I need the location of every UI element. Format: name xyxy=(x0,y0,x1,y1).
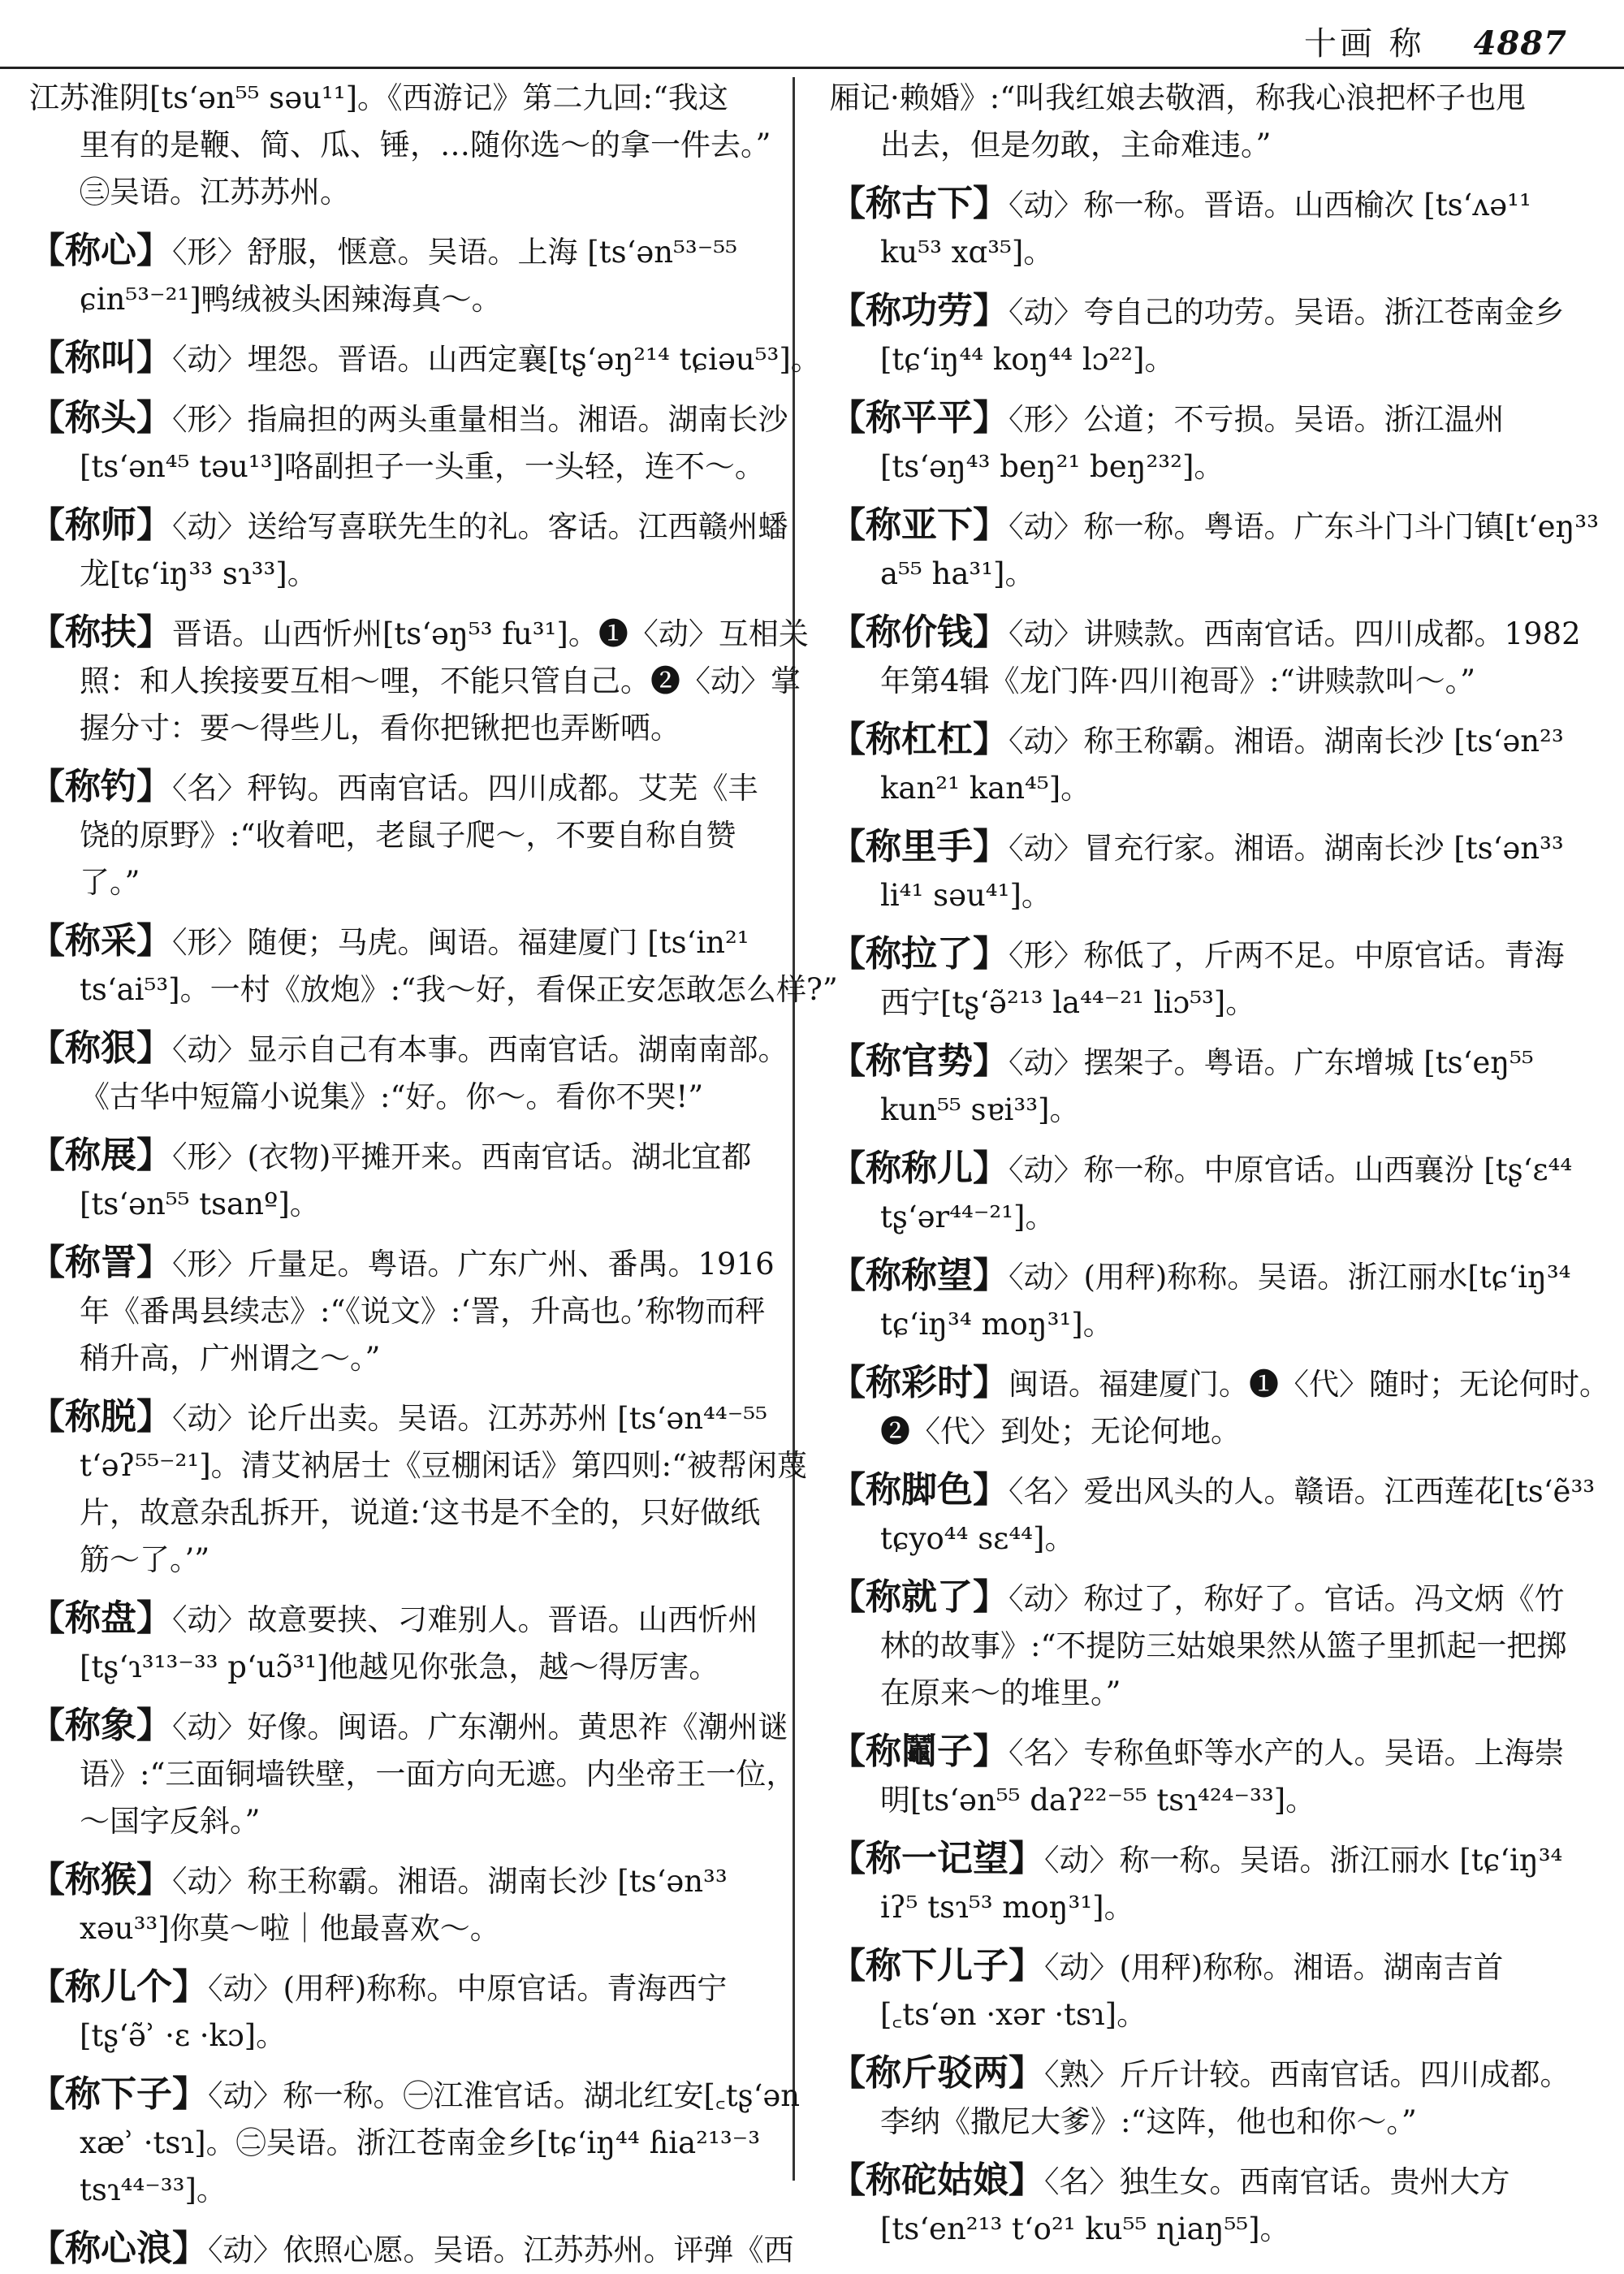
entry-line xyxy=(830,1943,1589,1991)
entry-text: ㊂吴语。江苏苏州。 xyxy=(80,175,350,210)
entry-line xyxy=(830,1408,1589,1455)
dictionary-entry xyxy=(830,395,1589,491)
entry-headword: 【称猴】 xyxy=(29,1859,172,1900)
entry-headword: 【称钓】 xyxy=(29,766,172,807)
dictionary-entry xyxy=(830,824,1589,919)
entry-text: 了。” xyxy=(80,865,140,900)
entry-text: 〈动〉称一称。粤语。广东斗门斗门镇[tʻeŋ³³ xyxy=(1009,509,1599,544)
dictionary-entry xyxy=(29,2225,794,2274)
entry-headword: 【称称儿】 xyxy=(830,1148,1009,1189)
dictionary-entry xyxy=(830,1728,1589,1824)
entry-text: 〈动〉冒充行家。湘语。湖南长沙 [tsʻən³³ xyxy=(1009,831,1564,866)
dictionary-entry xyxy=(830,2050,1589,2146)
entry-headword: 【称称望】 xyxy=(830,1255,1009,1296)
entry-headword: 【称下儿子】 xyxy=(830,1945,1044,1987)
entry-text: 里有的是鞭、简、瓜、锤，…随你选～的拿一件去。” xyxy=(80,128,771,162)
entry-line xyxy=(830,229,1589,276)
dictionary-entry xyxy=(830,1252,1589,1348)
page-header xyxy=(1304,18,1567,64)
entry-line xyxy=(29,276,760,323)
entry-text: 握分寸：要～得些儿，看你把锹把也弄断哂。 xyxy=(80,711,680,746)
dictionary-entry xyxy=(830,609,1589,705)
entry-line xyxy=(29,1798,760,1845)
entry-text: 〈动〉摆架子。粤语。广东增城 [tsʻeŋ⁵⁵ xyxy=(1009,1045,1534,1080)
entry-line xyxy=(830,502,1599,551)
entry-line xyxy=(29,1644,760,1691)
entry-text: 〈动〉称王称霸。湘语。湖南长沙 [tsʻən³³ xyxy=(172,1864,728,1899)
entry-text: 〈动〉显示自己有本事。西南官话。湖南南部。 xyxy=(172,1032,788,1067)
entry-text: [tsʻəŋ⁴³ beŋ²¹ beŋ²³²]。 xyxy=(880,449,1224,484)
entry-line xyxy=(29,1025,788,1074)
entry-text: 饶的原野》:“收着吧，老鼠子爬～，不要自称自赞 xyxy=(80,818,736,853)
entry-text: li⁴¹ səu⁴¹]。 xyxy=(880,878,1052,913)
entry-text: 〈名〉专称鱼虾等水产的人。吴语。上海崇 xyxy=(1009,1736,1565,1770)
entry-line xyxy=(29,2012,760,2060)
entry-line xyxy=(830,931,1589,979)
entry-text: 〈动〉称王称霸。湘语。湖南长沙 [tsʻən²³ xyxy=(1009,724,1564,759)
entry-line xyxy=(830,2157,1589,2206)
entry-line xyxy=(830,1145,1589,1194)
entry-text: 林的故事》:“不提防三姑娘果然从篮子里抓起一把掷 xyxy=(880,1628,1567,1663)
entry-text: iʔ⁵ tsɿ⁵³ moŋ³¹]。 xyxy=(880,1890,1134,1925)
entry-line xyxy=(29,705,760,752)
entry-headword: 【称下子】 xyxy=(29,2073,208,2115)
entry-line xyxy=(29,335,821,383)
entry-headword: 【称象】 xyxy=(29,1705,172,1746)
entry-line xyxy=(830,979,1589,1027)
entry-text: 晋语。山西忻州[tsʻəŋ⁵³ fu³¹]。❶〈动〉互相关 xyxy=(172,616,809,651)
entry-text: 《古华中短篇小说集》:“好。你～。看你不哭!” xyxy=(80,1079,704,1114)
dictionary-entry xyxy=(830,75,1589,169)
entry-line xyxy=(830,872,1589,919)
entry-line xyxy=(29,2167,760,2214)
entry-text: 李纳《撒尼大爹》:“这阵，他也和你～。” xyxy=(880,2104,1417,2139)
entry-text: [tsʻən⁴⁵ təu¹³]咯副担子一头重，一头轻，连不～。 xyxy=(80,449,765,484)
entry-line xyxy=(830,1301,1589,1348)
dictionary-entry xyxy=(830,716,1589,812)
entry-line xyxy=(830,1574,1589,1623)
entry-text: 〈形〉(衣物)平摊开来。西南官话。湖北宜都 xyxy=(172,1139,752,1174)
entry-headword: 【称叫】 xyxy=(29,337,172,378)
entry-line xyxy=(29,1181,760,1228)
dictionary-entry xyxy=(29,609,809,752)
entry-text: 〈动〉送给写喜联先生的礼。客话。江西赣州蟠 xyxy=(172,509,788,544)
entry-line xyxy=(29,2120,760,2167)
entry-headword: 【称里手】 xyxy=(830,826,1009,867)
entry-text: 〈动〉夸自己的功劳。吴语。浙江苍南金乡 xyxy=(1009,295,1565,330)
entry-line xyxy=(29,1595,760,1644)
entry-headword: 【称古下】 xyxy=(830,183,1009,224)
entry-line xyxy=(29,1335,760,1382)
entry-headword: 【称砣姑娘】 xyxy=(830,2159,1044,2201)
entry-text: 〈动〉称一称。中原官话。山西襄汾 [tʂʻɛ⁴⁴ xyxy=(1009,1152,1573,1187)
dictionary-entry xyxy=(29,1132,760,1228)
entry-text: 〈动〉埋怨。晋语。山西定襄[tʂʻəŋ²¹⁴ tɕiəu⁵³]。 xyxy=(172,342,821,377)
entry-text: 〈名〉秤钩。西南官话。四川成都。艾芜《丰 xyxy=(172,771,758,806)
entry-headword: 【称师】 xyxy=(29,504,172,546)
entry-line xyxy=(830,609,1589,658)
entry-line xyxy=(29,1537,760,1584)
entry-text: 〈动〉称一称。㊀江淮官话。湖北红安[꜀tʂʻən xyxy=(208,2078,801,2113)
dictionary-entry xyxy=(830,287,1589,383)
entry-text: ku⁵³ xɑ³⁵]。 xyxy=(880,235,1054,270)
entry-text: 〈动〉故意要挟、刁难别人。晋语。山西忻州 xyxy=(172,1602,758,1637)
entry-line xyxy=(830,1728,1589,1777)
entry-text: 语》:“三面铜墙铁壁，一面方向无遮。内坐帝王一位， xyxy=(80,1757,797,1792)
entry-text: 〈形〉称低了，斤两不足。中原官话。青海 xyxy=(1009,938,1565,973)
entry-text: 〈动〉好像。闽语。广东潮州。黄思祚《潮州谜 xyxy=(172,1710,788,1744)
entry-line xyxy=(830,336,1589,383)
dictionary-entry xyxy=(29,75,771,216)
entry-text: 出去，但是勿敢，主命难违。” xyxy=(880,128,1272,162)
dictionary-entry xyxy=(830,1360,1609,1455)
entry-text: 〈形〉斤量足。粤语。广东广州、番禺。1916 xyxy=(172,1247,775,1282)
dictionary-entry xyxy=(29,1702,797,1845)
dictionary-entry xyxy=(29,1025,788,1121)
header-rule xyxy=(0,67,1624,69)
entry-line xyxy=(830,716,1589,765)
entry-line xyxy=(29,1905,760,1952)
entry-text: 片，故意杂乱拆开，说道:‘这书是不全的，只好做纸 xyxy=(80,1495,761,1530)
entry-headword: 【称一记望】 xyxy=(830,1838,1044,1879)
entry-line xyxy=(29,443,765,491)
entry-headword: 【称采】 xyxy=(29,920,172,962)
entry-line xyxy=(830,1467,1596,1515)
entry-line xyxy=(29,1132,760,1181)
entry-line xyxy=(29,227,760,276)
entry-headword: 【称价钱】 xyxy=(830,612,1009,653)
entry-text: [tʂʻə̃ʾ ·ɛ ·kɔ]。 xyxy=(80,2018,287,2053)
entry-line xyxy=(29,2225,794,2274)
entry-text: 筋～了。’” xyxy=(80,1542,210,1577)
entry-headword: 【称平平】 xyxy=(830,397,1009,439)
entry-headword: 【称就了】 xyxy=(830,1576,1009,1618)
entry-headword: 【称彩时】 xyxy=(830,1362,1009,1403)
entry-text: 〈动〉称一称。晋语。山西榆次 [tsʻʌə¹¹ xyxy=(1009,188,1531,223)
entry-line xyxy=(830,1360,1609,1408)
entry-line xyxy=(830,1252,1589,1301)
left-column xyxy=(29,75,838,2274)
entry-text: tʻəʔ⁵⁵⁻²¹]。清艾衲居士《豆棚闲话》第四则:“被帮闲蔑 xyxy=(80,1448,808,1483)
entry-text: 〈动〉依照心愿。吴语。江苏苏州。评弹《西 xyxy=(208,2233,794,2268)
dictionary-entry xyxy=(830,1943,1589,2038)
entry-line xyxy=(29,658,801,705)
entry-line xyxy=(29,169,760,216)
entry-text: 年《番禺县续志》:“《说文》:‘詈，升高也。’称物而秤 xyxy=(80,1294,766,1329)
entry-text: a⁵⁵ ha³¹]。 xyxy=(880,556,1035,591)
entry-line xyxy=(29,1239,775,1288)
entry-line xyxy=(830,443,1589,491)
entry-headword: 【称狠】 xyxy=(29,1027,172,1069)
entry-text: 〈动〉论斤出卖。吴语。江苏苏州 [tsʻən⁴⁴⁻⁵⁵ xyxy=(172,1401,767,1436)
entry-line xyxy=(830,287,1589,336)
entry-line xyxy=(830,2099,1589,2146)
dictionary-entry xyxy=(830,1467,1596,1563)
dictionary-entry xyxy=(29,502,788,598)
entry-text: [tsʻen²¹³ tʻo²¹ ku⁵⁵ ɳiaŋ⁵⁵]。 xyxy=(880,2211,1290,2246)
entry-text: 明[tsʻən⁵⁵ daʔ²²⁻⁵⁵ tsɿ⁴²⁴⁻³³]。 xyxy=(880,1783,1316,1818)
dictionary-entry xyxy=(29,1595,760,1691)
entry-line xyxy=(29,859,760,906)
entry-text: tɕyo⁴⁴ sɛ⁴⁴]。 xyxy=(880,1521,1075,1556)
dictionary-entry xyxy=(830,1835,1589,1931)
entry-line xyxy=(29,812,760,859)
entry-text: 〈名〉独生女。西南官话。贵州大方 xyxy=(1044,2164,1510,2199)
dictionary-entry xyxy=(29,1964,760,2060)
entry-line xyxy=(29,1394,767,1442)
entry-text: 龙[tɕʻiŋ³³ sɿ³³]。 xyxy=(80,556,317,591)
entry-text: 〈熟〉斤斤计较。西南官话。四川成都。 xyxy=(1044,2057,1570,2092)
entry-line xyxy=(830,1623,1589,1670)
entry-line xyxy=(830,1670,1589,1717)
entry-headword: 【称斤驳两】 xyxy=(830,2052,1044,2094)
entry-line xyxy=(29,1751,797,1798)
page-number: 4887 xyxy=(1473,24,1567,63)
dictionary-entry xyxy=(830,502,1599,598)
entry-line xyxy=(830,1991,1589,2038)
entry-text: kan²¹ kan⁴⁵]。 xyxy=(880,771,1091,806)
entry-text: 〈形〉舒服，惬意。吴语。上海 [tsʻən⁵³⁻⁵⁵ xyxy=(172,235,737,270)
entry-headword: 【称官势】 xyxy=(830,1040,1009,1082)
entry-headword: 【称盘】 xyxy=(29,1597,172,1639)
entry-line xyxy=(29,1442,808,1489)
entry-headword: 【称展】 xyxy=(29,1135,172,1176)
entry-line xyxy=(29,551,760,598)
dictionary-entry xyxy=(830,1145,1589,1241)
entry-line xyxy=(830,824,1589,872)
entry-text: ～国字反斜。” xyxy=(80,1804,261,1839)
entry-text: 照：和人挨接要互相～哩，不能只管自己。❷〈动〉掌 xyxy=(80,664,801,698)
entry-line xyxy=(830,1038,1589,1087)
entry-headword: 【称鬮子】 xyxy=(830,1731,1009,1772)
entry-headword: 【称心】 xyxy=(29,230,172,271)
entry-text: ɕin⁵³⁻²¹]鸭绒被头困辣海真～。 xyxy=(80,282,502,317)
entry-text: xæʾ ·tsɿ]。㊁吴语。浙江苍南金乡[tɕʻiŋ⁴⁴ ɦia²¹³⁻³ xyxy=(80,2125,761,2160)
entry-line xyxy=(830,658,1589,705)
entry-text: 西宁[tʂʻə̃²¹³ la⁴⁴⁻²¹ liɔ⁵³]。 xyxy=(880,985,1256,1020)
entry-text: 稍升高，广州谓之～。” xyxy=(80,1341,381,1376)
entry-text: 在原来～的堆里。” xyxy=(880,1675,1121,1710)
section-label: 十画 称 xyxy=(1303,25,1425,63)
entry-text: [tʂʻɿ³¹³⁻³³ pʻuɔ̃³¹]他越见你张急，越～得厉害。 xyxy=(80,1649,719,1684)
entry-text: kun⁵⁵ sɐi³³]。 xyxy=(880,1092,1080,1127)
entry-line xyxy=(830,1777,1589,1824)
entry-line xyxy=(29,1964,760,2012)
entry-text: tɕʻiŋ³⁴ moŋ³¹]。 xyxy=(880,1307,1113,1342)
entry-text: xəu³³]你莫～啦｜他最喜欢～。 xyxy=(80,1911,500,1946)
entry-text: tsɿ⁴⁴⁻³³]。 xyxy=(80,2172,227,2207)
entry-text: 〈动〉(用秤)称称。湘语。湖南吉首 xyxy=(1044,1950,1504,1985)
entry-text: 〈动〉(用秤)称称。中原官话。青海西宁 xyxy=(208,1971,728,2006)
entry-line xyxy=(29,609,809,658)
dictionary-entry xyxy=(29,1857,760,1952)
dictionary-entry xyxy=(29,1394,808,1584)
dictionary-entry xyxy=(830,2157,1589,2253)
entry-text: [꜀tsʻən ·xər ·tsɿ]。 xyxy=(880,1997,1147,2032)
entry-line xyxy=(29,1074,760,1121)
entry-line xyxy=(830,2206,1589,2253)
entry-text: 〈动〉称过了，称好了。官话。冯文炳《竹 xyxy=(1009,1581,1565,1616)
entry-line xyxy=(29,75,760,122)
entry-headword: 【称儿个】 xyxy=(29,1966,208,2008)
entry-headword: 【称头】 xyxy=(29,397,172,439)
entry-text: ❷〈代〉到处；无论何地。 xyxy=(880,1414,1241,1449)
entry-line xyxy=(29,918,760,966)
dictionary-entry xyxy=(830,1574,1589,1717)
entry-headword: 【称功劳】 xyxy=(830,290,1009,331)
entry-text: 〈名〉爱出风头的人。赣语。江西莲花[tsʻẽ³³ xyxy=(1009,1474,1596,1509)
entry-line xyxy=(830,180,1589,229)
entry-text: 江苏淮阴[tsʻən⁵⁵ səu¹¹]。《西游记》第二九回:“我这 xyxy=(29,80,728,115)
dictionary-entry xyxy=(29,1239,775,1382)
entry-headword: 【称亚下】 xyxy=(830,504,1009,546)
right-column xyxy=(830,75,1609,2253)
entry-text: 〈动〉讲赎款。西南官话。四川成都。1982 xyxy=(1009,616,1581,651)
entry-line xyxy=(29,966,838,1014)
column-divider xyxy=(793,77,795,2181)
entry-line xyxy=(29,502,788,551)
entry-line xyxy=(830,395,1589,443)
dictionary-entry xyxy=(830,931,1589,1027)
entry-line xyxy=(29,1288,766,1335)
entry-headword: 【称心浪】 xyxy=(29,2228,208,2269)
entry-line xyxy=(830,1194,1589,1241)
entry-line xyxy=(830,551,1589,598)
entry-text: tsʻai⁵³]。一村《放炮》:“我～好，看保正安怎敢怎么样?” xyxy=(80,972,838,1007)
entry-text: [tsʻən⁵⁵ tsanº]。 xyxy=(80,1187,320,1221)
dictionary-entry xyxy=(29,335,821,383)
entry-headword: 【称扶】 xyxy=(29,612,172,653)
entry-headword: 【称杠杠】 xyxy=(830,719,1009,760)
dictionary-entry xyxy=(830,180,1589,276)
dictionary-entry xyxy=(29,918,838,1014)
entry-text: 〈形〉公道；不亏损。吴语。浙江温州 xyxy=(1009,402,1505,437)
entry-line xyxy=(830,2050,1589,2099)
entry-text: 〈形〉随便；马虎。闽语。福建厦门 [tsʻin²¹ xyxy=(172,925,749,960)
entry-line xyxy=(29,395,788,443)
entry-line xyxy=(29,1702,788,1751)
entry-text: tʂʻər⁴⁴⁻²¹]。 xyxy=(880,1200,1056,1234)
entry-headword: 【称脱】 xyxy=(29,1396,172,1437)
entry-headword: 【称詈】 xyxy=(29,1242,172,1283)
entry-line xyxy=(29,1857,760,1905)
entry-line xyxy=(830,122,1589,169)
dictionary-entry xyxy=(29,227,760,323)
entry-line xyxy=(29,1489,760,1537)
entry-line xyxy=(830,75,1589,122)
entry-line xyxy=(29,763,760,812)
entry-line xyxy=(830,1884,1589,1931)
entry-text: 年第4辑《龙门阵·四川袍哥》:“讲赎款叫～。” xyxy=(880,664,1476,698)
entry-text: 〈动〉称一称。吴语。浙江丽水 [tɕʻiŋ³⁴ xyxy=(1044,1843,1563,1878)
entry-text: 厢记·赖婚》:“叫我红娘去敬酒，称我心浪把杯子也甩 xyxy=(830,80,1527,115)
dictionary-entry xyxy=(29,2071,801,2214)
entry-line xyxy=(29,2071,801,2120)
entry-text: 闽语。福建厦门。❶〈代〉随时；无论何时。 xyxy=(1009,1367,1609,1402)
entry-line xyxy=(830,1515,1589,1563)
dictionary-entry xyxy=(29,395,788,491)
entry-headword: 【称脚色】 xyxy=(830,1469,1009,1511)
entry-line xyxy=(29,122,771,169)
entry-text: [tɕʻiŋ⁴⁴ koŋ⁴⁴ lɔ²²]。 xyxy=(880,342,1175,377)
dictionary-entry xyxy=(830,1038,1589,1134)
entry-line xyxy=(830,765,1589,812)
entry-headword: 【称拉了】 xyxy=(830,933,1009,975)
entry-text: 〈动〉(用秤)称称。吴语。浙江丽水[tɕʻiŋ³⁴ xyxy=(1009,1260,1571,1295)
entry-line xyxy=(830,1835,1589,1884)
entry-line xyxy=(830,1087,1589,1134)
dictionary-entry xyxy=(29,763,760,906)
entry-text: 〈形〉指扁担的两头重量相当。湘语。湖南长沙 xyxy=(172,402,788,437)
